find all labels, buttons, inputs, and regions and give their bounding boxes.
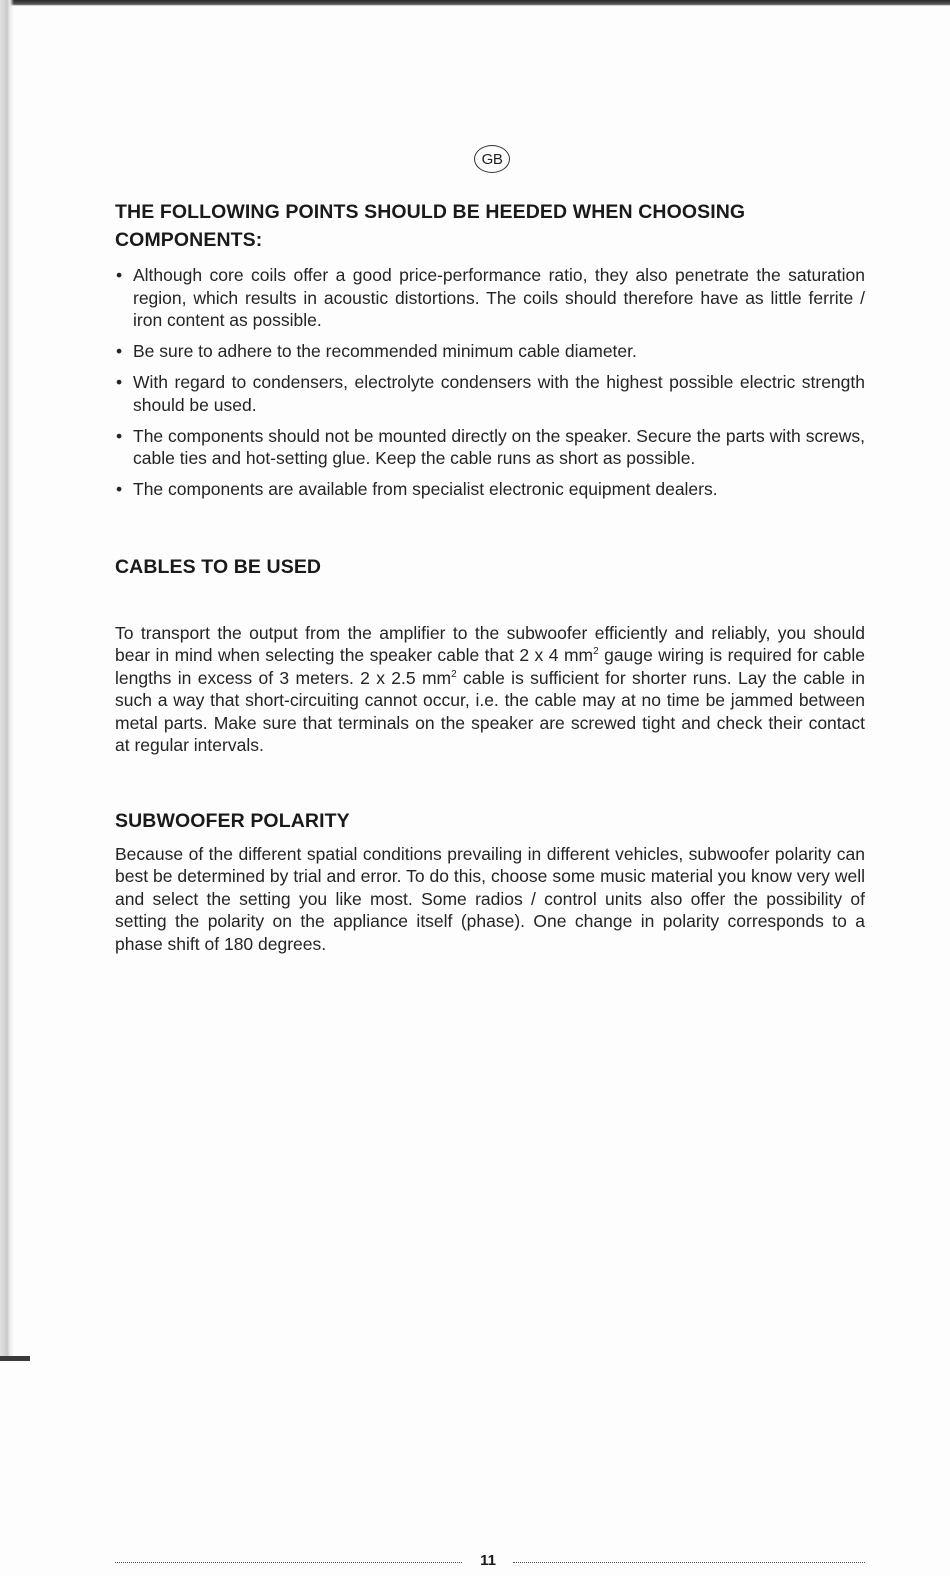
polarity-paragraph: Because of the different spatial conditions prevailing in different vehicles, subwoofer polarity can best be determined by trial and error. To do this, choose some music material you know very well and select the setting you like most. Some radios / control units also offer the possibility of setting the polarity on the appliance itself (phase). One change in polarity corresponds to a phase shift of 180 degrees. (115, 843, 865, 954)
list-item (115, 264, 865, 332)
list-item (115, 425, 865, 470)
page-number: 11 (480, 1552, 496, 1569)
cables-text-part-2: gauge wiring is required for cable lengths in excess of 3 meters. 2 x 2.5 mm (115, 645, 865, 688)
page-corner-mark (0, 1356, 30, 1361)
language-badge-label: GB (481, 150, 503, 168)
bullet-icon: • (116, 372, 123, 392)
superscript-squared: 2 (451, 668, 457, 680)
bullet-icon: • (116, 265, 123, 285)
component-points-list (115, 264, 865, 501)
list-item-text: The components are available from specialist electronic equipment dealers. (133, 479, 718, 499)
list-item-text: Be sure to adhere to the recommended minimum cable diameter. (133, 341, 637, 361)
page-content (115, 198, 865, 955)
section-title-subwoofer-polarity: SUBWOOFER POLARITY (115, 809, 350, 832)
list-item (115, 340, 865, 363)
list-item-text: With regard to condensers, electrolyte condensers with the highest possible electric strength should be used. (133, 372, 865, 415)
list-item (115, 371, 865, 416)
cables-text-part-3: cable is sufficient for shorter runs. Lay the cable in such a way that short-circuiting cannot occur, i.e. the cable may at no time be jammed between metal parts. Make sure that terminals on the speaker are screwed tight and check their contact at regular intervals. (115, 667, 865, 755)
superscript-squared: 2 (593, 646, 599, 658)
page-top-edge (0, 0, 950, 6)
bullet-icon: • (116, 425, 123, 446)
section-title-cables: CABLES TO BE USED (115, 555, 322, 578)
bullet-icon: • (116, 341, 123, 361)
cables-paragraph (115, 622, 865, 757)
bullet-icon: • (116, 479, 123, 499)
language-badge (474, 145, 510, 173)
list-item-text: The components should not be mounted directly on the speaker. Secure the parts with screws, cable ties and hot-setting glue. Keep the cable runs as short as possible. (133, 425, 865, 468)
section-title-choosing-components: THE FOLLOWING POINTS SHOULD BE HEEDED WHEN CHOOSING COMPONENTS: (115, 201, 746, 251)
footer-rule-left (115, 1562, 462, 1563)
list-item-text: Although core coils offer a good price-performance ratio, they also penetrate the saturation region, which results in acoustic distortions. The coils should therefore have as little ferrite / iron content as possible. (133, 265, 865, 330)
list-item (115, 478, 865, 501)
footer-rule-right (513, 1562, 865, 1563)
page-footer (115, 1552, 865, 1576)
page-binding-edge (0, 0, 14, 1361)
cables-text-part-1: To transport the output from the amplifier to the subwoofer efficiently and reliably, you should bear in mind when selecting the speaker cable that 2 x 4 mm (115, 622, 865, 665)
